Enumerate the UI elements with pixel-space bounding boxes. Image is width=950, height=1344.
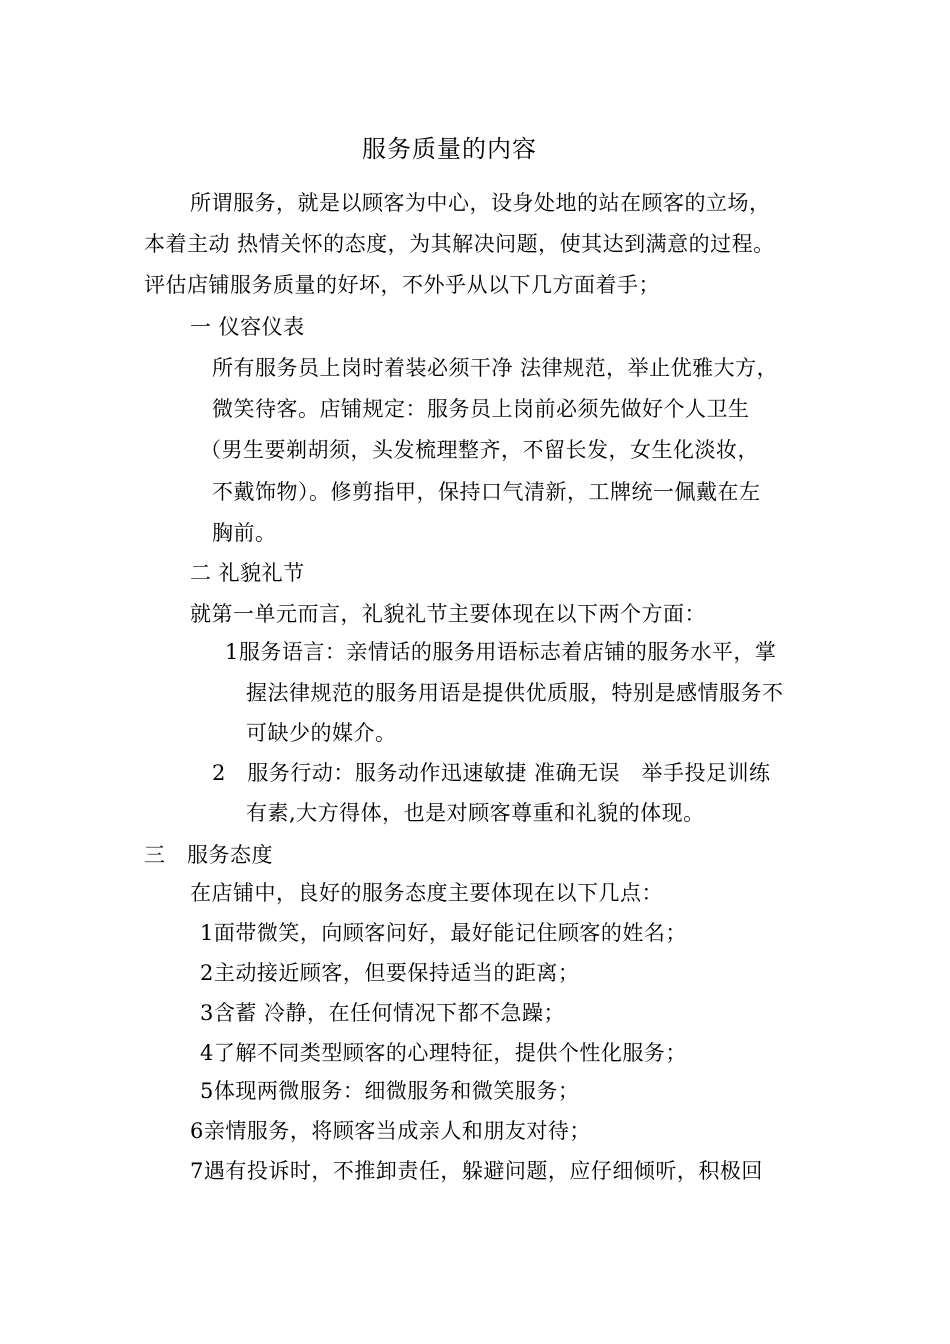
list-item: 1面带微笑，向顾客问好，最好能记住顾客的姓名； <box>200 921 687 945</box>
section-heading: 一 仪容仪表 <box>190 315 305 339</box>
list-item: 1服务语言：亲情话的服务用语标志着店铺的服务水平，掌 <box>225 640 777 664</box>
section-heading: 三 服务态度 <box>144 843 273 867</box>
paragraph-line: 评估店铺服务质量的好坏，不外乎从以下几方面着手； <box>144 273 660 297</box>
paragraph-line: 不戴饰物）。修剪指甲，保持口气清新，工牌统一佩戴在左 <box>212 480 761 504</box>
paragraph-line: （男生要剃胡须，头发梳理整齐，不留长发，女生化淡妆， <box>200 438 759 462</box>
list-item: 7遇有投诉时，不推卸责任，躲避问题，应仔细倾听，积极回 <box>190 1159 763 1183</box>
list-item: 5体现两微服务：细微服务和微笑服务； <box>200 1079 580 1103</box>
list-item: 4了解不同类型顾客的心理特征，提供个性化服务； <box>200 1041 687 1065</box>
section-heading: 二 礼貌礼节 <box>190 561 305 585</box>
paragraph-line: 有素,大方得体，也是对顾客尊重和礼貌的体现。 <box>246 801 705 825</box>
paragraph-line: 在店铺中，良好的服务态度主要体现在以下几点： <box>190 881 663 905</box>
paragraph-line: 所有服务员上岗时着装必须干净 法律规范，举止优雅大方， <box>212 356 779 380</box>
paragraph-line: 本着主动 热情关怀的态度，为其解决问题，使其达到满意的过程。 <box>144 232 775 256</box>
list-item: 2 服务行动：服务动作迅速敏捷 准确无误 举手投足训练 <box>212 761 771 785</box>
list-item: 6亲情服务，将顾客当成亲人和朋友对待； <box>190 1119 591 1143</box>
paragraph-line: 微笑待客。店铺规定：服务员上岗前必须先做好个人卫生 <box>212 397 750 421</box>
paragraph-line: 所谓服务，就是以顾客为中心，设身处地的站在顾客的立场， <box>190 191 771 215</box>
list-item: 3含蓄 冷静，在任何情况下都不急躁； <box>200 1001 566 1025</box>
paragraph-line: 就第一单元而言，礼貌礼节主要体现在以下两个方面： <box>190 602 706 626</box>
paragraph-line: 可缺少的媒介。 <box>246 721 397 745</box>
page-title: 服务质量的内容 <box>362 135 537 163</box>
list-item: 2主动接近顾客，但要保持适当的距离； <box>200 961 580 985</box>
paragraph-line: 胸前。 <box>212 521 277 545</box>
paragraph-line: 握法律规范的服务用语是提供优质服，特别是感情服务不 <box>246 681 784 705</box>
